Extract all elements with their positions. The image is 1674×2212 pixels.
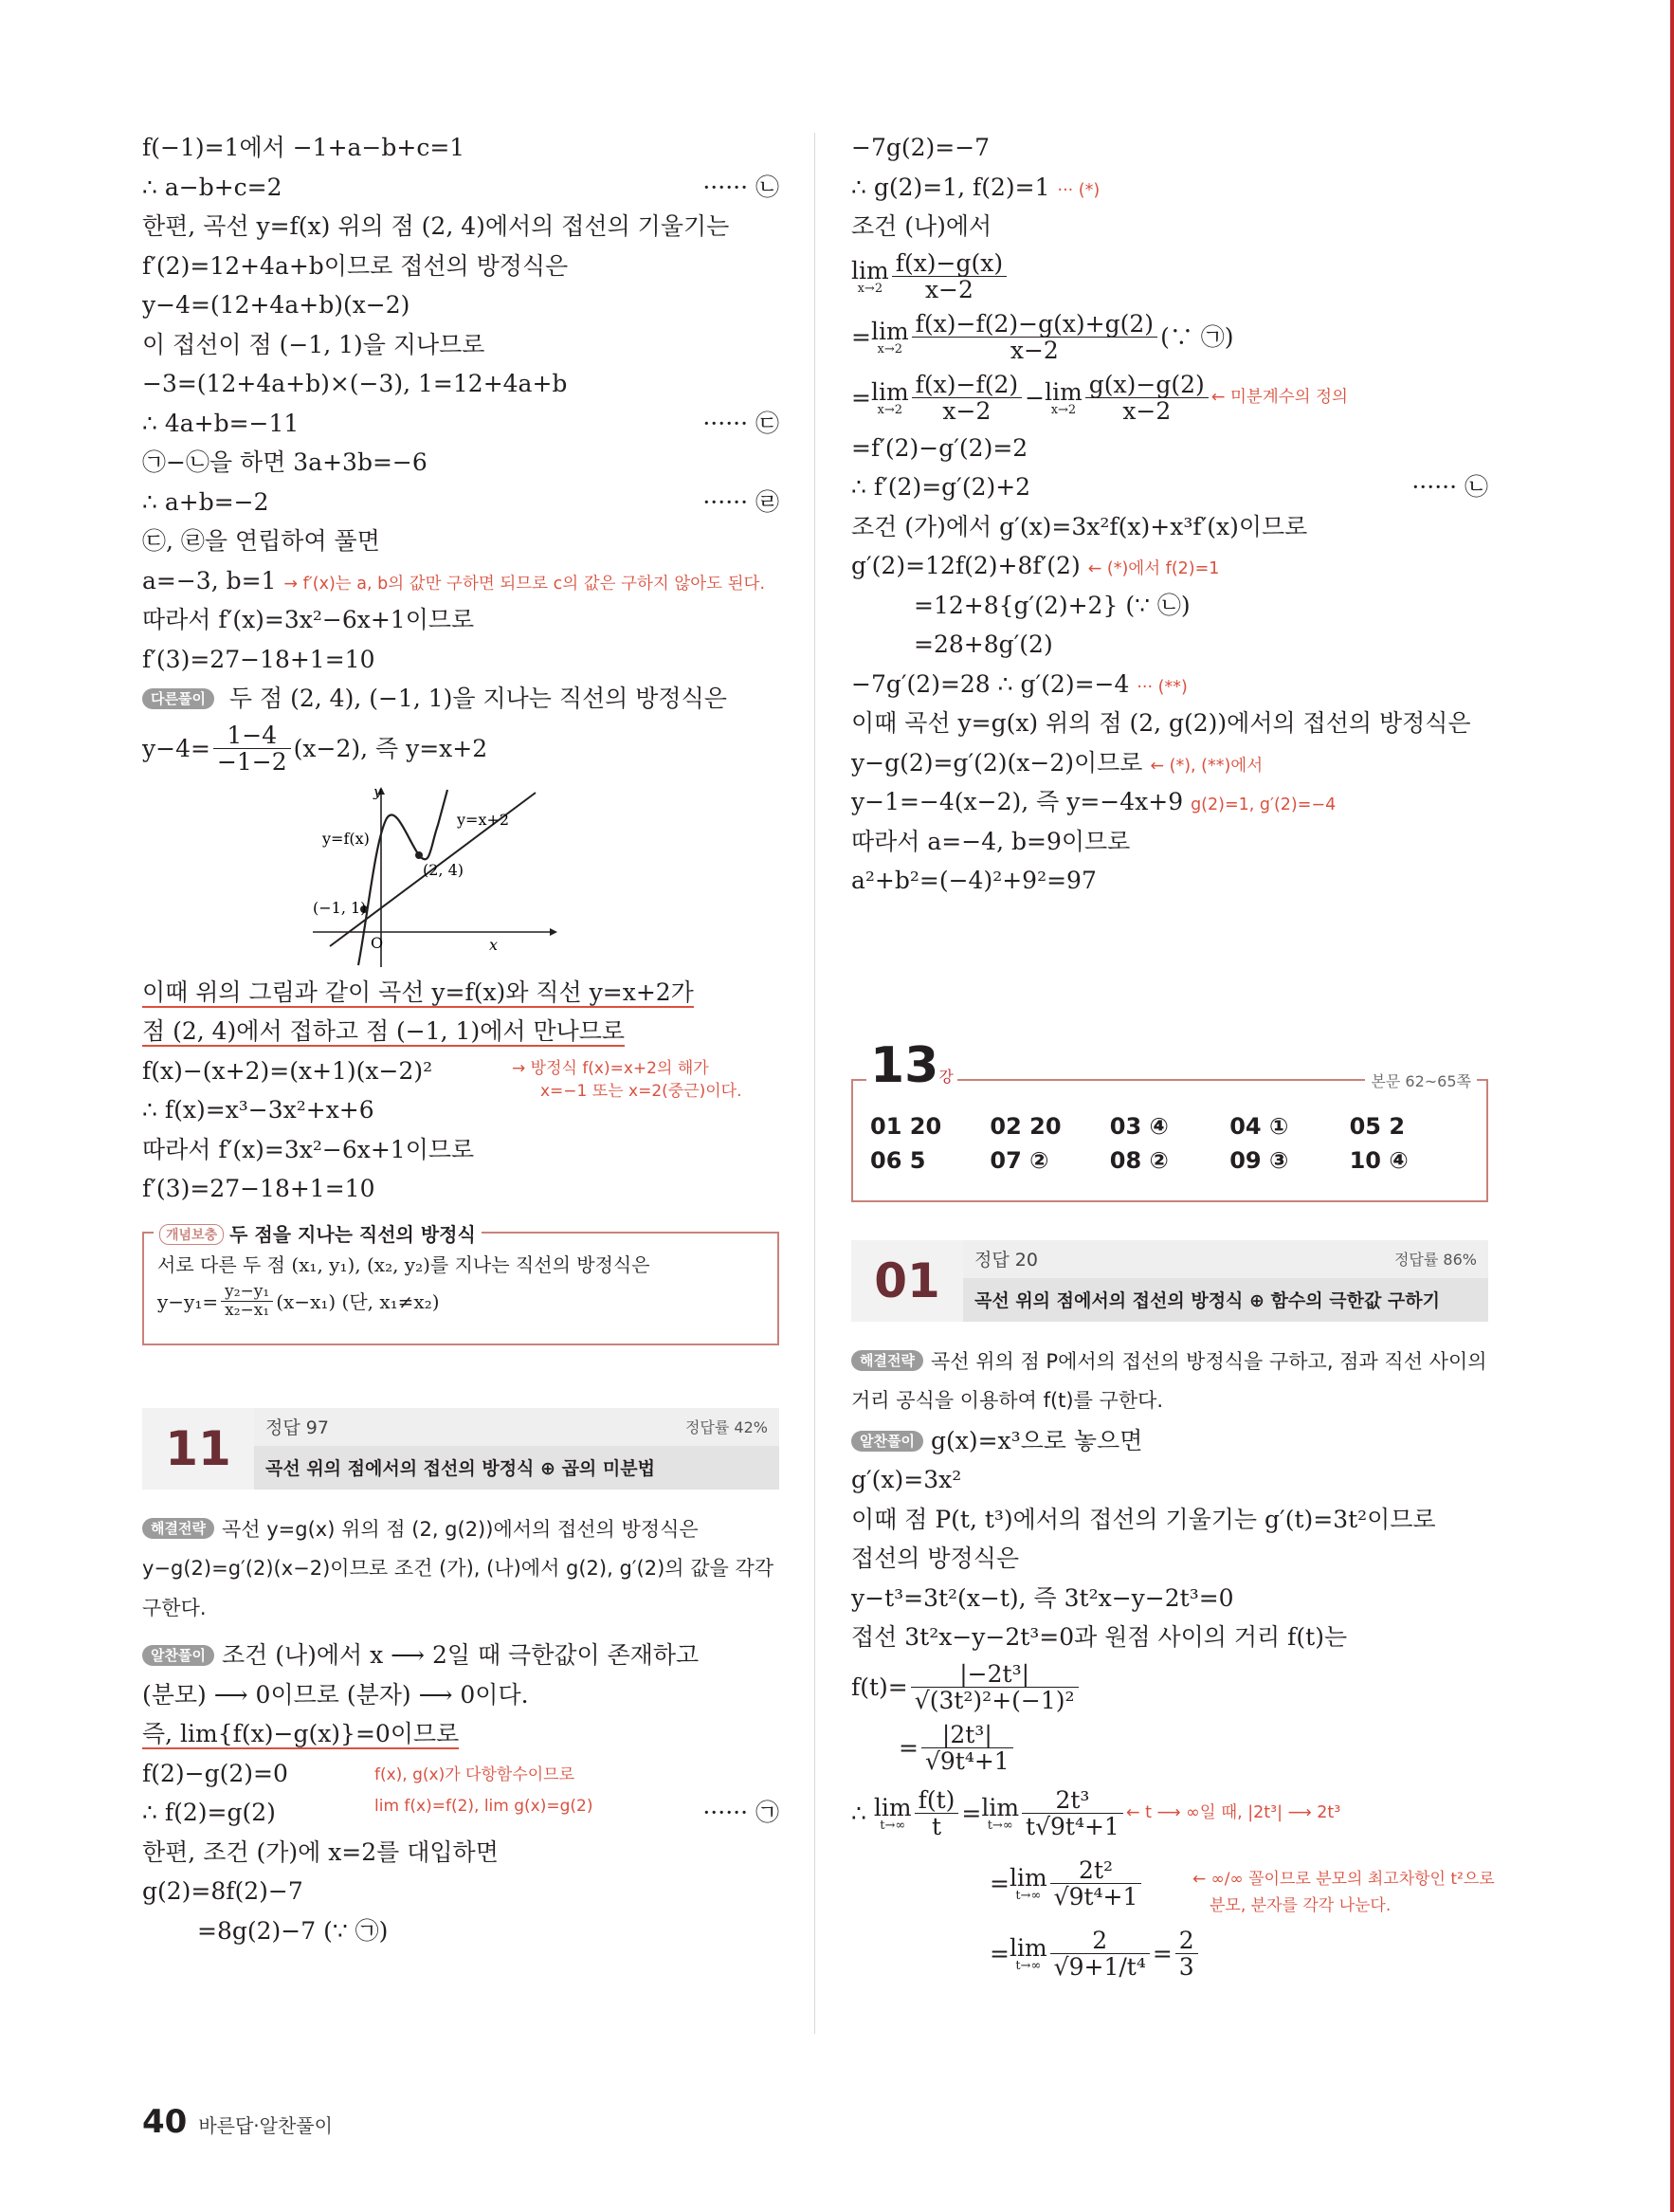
solution-line	[142, 1793, 779, 1833]
left-column	[142, 128, 779, 1950]
limit-operator: lim x→2	[870, 317, 909, 356]
equation-marker: ······ ㉢	[702, 409, 779, 437]
line-text: 구한다.	[142, 1596, 207, 1619]
line-text: ㉠−㉡을 하면 3a+3b=−6	[142, 448, 428, 476]
concept-line	[157, 1249, 766, 1281]
line-text: 접선의 방정식은	[851, 1545, 1019, 1572]
line-text: 이 접선이 점 (−1, 1)을 지나므로	[142, 330, 485, 358]
solution-line	[142, 521, 779, 561]
fraction	[1050, 1928, 1150, 1981]
ab-line	[142, 561, 779, 601]
equation-marker: ······ ㉡	[702, 173, 779, 201]
concept-badge: 개념보충	[159, 1224, 224, 1245]
denominator: x−2	[1122, 397, 1172, 425]
line-text: 한편, 조건 (가)에 x=2를 대입하면	[142, 1837, 499, 1866]
strategy-line	[851, 1381, 1488, 1421]
limit-operator: lim t→∞	[1009, 1863, 1047, 1903]
alt-solution-line	[142, 679, 779, 719]
line-text: a²+b²=(−4)²+9²=97	[851, 867, 1097, 894]
solution-line	[142, 1833, 779, 1873]
solution-line	[142, 1012, 779, 1051]
limit-line: = lim t→∞ $\frac{\text{2t²}}{\text{√9t⁴+1}}$ ← ∞/∞ 꼴이므로 분모의 최고차항인 t²으로 분모, 분자를 각각 나눈다.	[851, 1849, 1488, 1919]
line-text: (분모) ⟶ 0이므로 (분자) ⟶ 0이다.	[142, 1680, 529, 1709]
distance-line	[851, 1657, 1488, 1718]
side-note: ··· (**)	[1137, 677, 1188, 697]
line-text: f(−1)=1에서 −1+a−b+c=1	[142, 134, 465, 161]
solution-line	[142, 443, 779, 483]
solution-line	[851, 546, 1488, 586]
answer-key-box	[851, 1036, 1488, 1202]
line-text: 이때 위의 그림과 같이 곡선 y=f(x)와 직선 y=x+2가	[142, 978, 694, 1006]
limit-operator: lim x→2	[851, 256, 889, 296]
answer-item: 04 ①	[1229, 1112, 1289, 1140]
concept-box-header	[154, 1219, 482, 1247]
side-note: → f′(x)는 a, b의 값만 구하면 되므로 c의 값은 구하지 않아도 된다.	[283, 574, 766, 594]
page-footer	[142, 2103, 333, 2141]
solution-line	[851, 1421, 1488, 1461]
side-note: ← (*), (**)에서	[1150, 756, 1264, 776]
limit-line: = lim t→∞ $\frac{2}{\text{√9+1/t⁴}}$ = $\frac{2}{3}$	[851, 1919, 1488, 1989]
solution-badge: 알찬풀이	[142, 1645, 214, 1666]
solution-line	[142, 1872, 779, 1911]
right-column	[851, 128, 1495, 1989]
solution-line	[851, 507, 1488, 547]
numerator: 2t³	[1022, 1787, 1123, 1815]
line-text: 곡선 y=g(x) 위의 점 (2, g(2))에서의 접선의 방정식은	[221, 1517, 699, 1541]
line-text: 접선 3t²x−y−2t³=0과 원점 사이의 거리 f(t)는	[851, 1623, 1348, 1651]
line-text: 즉, lim{f(x)−g(x)}=0이므로	[142, 1720, 460, 1747]
limit-subscript: t→∞	[1015, 1888, 1042, 1903]
solution-line	[851, 467, 1488, 507]
function-graph	[313, 787, 559, 967]
solution-line	[851, 704, 1488, 743]
solution-line	[142, 973, 779, 1013]
solution-line	[851, 128, 1488, 168]
answer-item: 05 2	[1349, 1112, 1406, 1140]
problem-topic: 곡선 위의 점에서의 접선의 방정식 ⊕ 곱의 미분법	[254, 1446, 779, 1490]
numerator: f(x)−g(x)	[892, 250, 1007, 278]
numerator: |2t³|	[921, 1722, 1013, 1749]
line-text: g′(2)=12f(2)+8f′(2)	[851, 552, 1081, 579]
numerator: 2	[1050, 1928, 1150, 1955]
line-text: f′(3)=27−18+1=10	[142, 645, 375, 673]
limit-subscript: x→2	[1050, 402, 1077, 417]
line-text: ∴ f(x)=x³−3x²+x+6	[142, 1096, 374, 1124]
side-note: ← t ⟶ ∞일 때, |2t³| ⟶ 2t³	[1125, 1802, 1341, 1822]
line-text: =28+8g′(2)	[914, 631, 1053, 658]
line-text: g(x)=x³으로 놓으면	[930, 1426, 1143, 1454]
limit-operator: lim x→2	[1045, 377, 1083, 417]
denominator: t	[931, 1813, 941, 1840]
answer-item: 08 ②	[1109, 1146, 1169, 1174]
equation-prefix: y−y₁=	[157, 1289, 219, 1313]
concept-box	[142, 1222, 779, 1345]
solution-line	[851, 1579, 1488, 1618]
line-text: 거리 공식을 이용하여 f(t)를 구한다.	[851, 1389, 1164, 1412]
limit-operator: lim x→2	[870, 377, 909, 417]
solution-line	[851, 1500, 1488, 1540]
denominator: t√9t⁴+1	[1026, 1813, 1119, 1840]
side-note: f(x), g(x)가 다항함수이므로	[374, 1764, 575, 1784]
line-label: y=x+2	[457, 810, 510, 829]
line-text: y−g(2)=g′(2)(x−2)이므로 조건 (가), (나)에서 g(2), g′(2)의 값을 각각	[142, 1557, 774, 1580]
x-axis-label: x	[489, 935, 499, 954]
solution-line	[142, 404, 779, 444]
correct-rate: 정답률 42%	[684, 1418, 768, 1436]
denominator: x₂−x₁	[225, 1301, 270, 1320]
solution-line	[142, 247, 779, 286]
solution-line	[851, 625, 1488, 665]
limit-line: = lim x→2 $\frac{f(x)-f(2)-g(x)+g(2)}{x-2}$ (∵ ㉠)	[851, 309, 1234, 364]
solution-line	[142, 364, 779, 404]
denominator: √9t⁴+1	[1053, 1883, 1138, 1910]
fraction	[912, 372, 1022, 425]
solution-lines	[142, 128, 779, 561]
side-note: x=−1 또는 x=2(중근)이다.	[540, 1081, 742, 1101]
answer-grid	[870, 1113, 1469, 1174]
alt-solution-text: 두 점 (2, 4), (−1, 1)을 지나는 직선의 방정식은	[228, 685, 727, 712]
lecture-number	[866, 1037, 957, 1094]
fraction	[892, 250, 1007, 303]
line-text: ∴ f′(2)=g′(2)+2	[851, 473, 1031, 501]
line-text: f(x)−(x+2)=(x+1)(x−2)²	[142, 1056, 433, 1085]
side-note: g(2)=1, g′(2)=−4	[1191, 795, 1337, 814]
y-axis-label: y	[373, 786, 382, 800]
limit-subscript: t→∞	[880, 1818, 906, 1833]
solution-line	[851, 168, 1488, 208]
line-text: f(2)−g(2)=0	[142, 1759, 288, 1787]
solution-line	[851, 782, 1488, 822]
strategy-badge: 해결전략	[851, 1350, 923, 1371]
point-label: (2, 4)	[423, 860, 464, 879]
limit-line: ∴ lim t→∞ $\frac{f(t)}{t}$ = lim t→∞ $\frac{\text{2t³}}{\text{t√9t⁴+1}}$ ← t ⟶ ∞일 때, |2t³| ⟶ 2t³	[851, 1785, 1341, 1840]
solution-line	[142, 483, 779, 522]
line-text: ∴ f(2)=g(2)	[142, 1799, 276, 1826]
line-text: g′(x)=3x²	[851, 1466, 962, 1493]
denominator: √9t⁴+1	[924, 1747, 1010, 1775]
line-text: y−t³=3t²(x−t), 즉 3t²x−y−2t³=0	[851, 1583, 1234, 1612]
problem-11-header	[142, 1408, 779, 1490]
denominator: x−2	[942, 397, 992, 425]
line-text: 점 (2, 4)에서 접하고 점 (−1, 1)에서 만나므로	[142, 1017, 626, 1045]
denominator: x−2	[924, 276, 973, 303]
answer-item: 06 5	[870, 1146, 926, 1174]
fraction	[213, 722, 291, 776]
numerator: g(x)−g(2)	[1085, 372, 1209, 399]
problem-number: 01	[851, 1240, 963, 1322]
lecture-label: 13	[870, 1036, 939, 1094]
solution-line	[142, 207, 779, 247]
line-text: ∴ a+b=−2	[142, 487, 269, 516]
fraction	[1022, 1787, 1123, 1840]
solution-line	[142, 1636, 779, 1675]
denominator: √9+1/t⁴	[1053, 1953, 1146, 1981]
solution-line	[142, 168, 779, 208]
side-note: ← ∞/∞ 꼴이므로 분모의 최고차항인 t²으로	[1192, 1869, 1495, 1889]
side-note: 분모, 분자를 각각 나눈다.	[1210, 1895, 1392, 1915]
line-text: 조건 (나)에서 x ⟶ 2일 때 극한값이 존재하고	[221, 1641, 700, 1669]
solution-line	[142, 640, 779, 680]
limit-subscript: x→2	[877, 402, 903, 417]
side-note: ← 미분계수의 정의	[1210, 387, 1348, 407]
strategy-badge: 해결전략	[142, 1518, 214, 1539]
equation-marker: ······ ㉡	[1411, 473, 1488, 501]
solution-line	[142, 600, 779, 640]
line-text: ∴ a−b+c=2	[142, 173, 282, 201]
equation-suffix: (x−x₁) (단, x₁≠x₂)	[276, 1289, 440, 1313]
answer-label: 정답 20	[974, 1250, 1038, 1271]
strategy-line	[851, 1343, 1488, 1382]
book-title: 바른답·알찬풀이	[198, 2114, 333, 2137]
line-text: y−1=−4(x−2), 즉 y=−4x+9	[851, 788, 1184, 815]
solution-lines	[142, 600, 779, 679]
line-text: ∴ g(2)=1, f(2)=1	[851, 173, 1050, 201]
problem-topic: 곡선 위의 점에서의 접선의 방정식 ⊕ 함수의 극한값 구하기	[963, 1278, 1488, 1322]
numerator: 1−4	[213, 722, 291, 750]
line-text: 이때 곡선 y=g(x) 위의 점 (2, g(2))에서의 접선의 방정식은	[851, 709, 1471, 737]
answer-item: 02 20	[990, 1112, 1062, 1140]
fraction	[1050, 1857, 1142, 1910]
solution-badge: 알찬풀이	[851, 1431, 923, 1452]
line-text: −7g(2)=−7	[851, 134, 991, 161]
side-note: ← (*)에서 f(2)=1	[1087, 559, 1220, 578]
denominator: −1−2	[216, 748, 287, 776]
line-text: −3=(12+4a+b)×(−3), 1=12+4a+b	[142, 370, 568, 397]
solution-line	[851, 429, 1488, 468]
problem-number: 11	[142, 1408, 254, 1490]
equation-prefix: f(t)=	[851, 1673, 908, 1701]
fraction	[1085, 372, 1209, 425]
answer-item: 01 20	[870, 1112, 942, 1140]
equation-suffix: (x−2), 즉 y=x+2	[293, 734, 488, 762]
concept-title: 두 점을 지나는 직선의 방정식	[229, 1222, 476, 1246]
numerator: |−2t³|	[911, 1661, 1079, 1689]
solution-line	[142, 1714, 779, 1754]
fraction	[912, 311, 1157, 364]
line-text: g(2)=8f(2)−7	[142, 1877, 303, 1905]
denominator: √(3t²)²+(−1)²	[914, 1687, 1075, 1714]
side-note: → 방정식 f(x)=x+2의 해가	[512, 1058, 709, 1078]
answer-item: 03 ④	[1109, 1112, 1169, 1140]
line-text: =8g(2)−7 (∵ ㉠)	[197, 1916, 389, 1945]
solution-line	[851, 586, 1488, 626]
solution-line	[851, 665, 1488, 704]
point-label: (−1, 1)	[313, 898, 367, 917]
solution-line	[142, 1911, 779, 1951]
ab-values: a=−3, b=1	[142, 566, 277, 594]
fraction	[911, 1661, 1079, 1714]
numerator: y₂−y₁	[221, 1283, 273, 1302]
fraction	[915, 1787, 959, 1840]
line-text: f′(3)=27−18+1=10	[142, 1175, 375, 1202]
solution-line	[851, 861, 1488, 901]
page-edge-stripe	[1670, 0, 1674, 2212]
limit-operator: lim t→∞	[1009, 1933, 1047, 1973]
line-text: 조건 (가)에서 g′(x)=3x²f(x)+x³f′(x)이므로	[851, 512, 1308, 540]
side-note: lim f(x)=f(2), lim g(x)=g(2)	[374, 1797, 593, 1816]
distance-line	[851, 1718, 1488, 1779]
line-text: 조건 (나)에서	[851, 212, 992, 240]
fraction-line	[142, 719, 779, 779]
line-text: f′(2)=12+4a+b이므로 접선의 방정식은	[142, 251, 569, 280]
reason: (∵ ㉠)	[1160, 322, 1234, 351]
solution-line	[851, 743, 1488, 783]
equation-prefix: y−4=	[142, 734, 210, 762]
solution-line	[142, 1675, 779, 1715]
line-text: 따라서 f′(x)=3x²−6x+1이므로	[142, 606, 475, 633]
numerator: f(x)−f(2)−g(x)+g(2)	[912, 311, 1157, 338]
line-text: 따라서 f′(x)=3x²−6x+1이므로	[142, 1135, 475, 1163]
equation-marker: ······ ㉣	[702, 487, 779, 516]
solution-line	[851, 1618, 1488, 1657]
line-text: y−4=(12+4a+b)(x−2)	[142, 291, 410, 319]
line-text: 곡선 위의 점 P에서의 접선의 방정식을 구하고, 점과 직선 사이의	[930, 1349, 1487, 1373]
solution-line	[142, 325, 779, 365]
line-text: y−g(2)=g′(2)(x−2)이므로	[851, 748, 1143, 777]
lecture-suffix: 강	[938, 1067, 954, 1086]
concept-formula	[157, 1281, 766, 1323]
solution-line	[851, 207, 1488, 247]
limit-subscript: t→∞	[1015, 1958, 1042, 1973]
page-number: 40	[142, 2103, 188, 2141]
limit-subscript: t→∞	[987, 1818, 1013, 1833]
solution-line	[142, 1169, 779, 1209]
solution-line	[142, 1130, 779, 1170]
limit-line: = lim x→2 $\frac{f(x)-f(2)}{x-2}$ − lim x→2 $\frac{g(x)-g(2)}{x-2}$ ← 미분계수의 정의	[851, 370, 1348, 425]
numerator: f(x)−f(2)	[912, 372, 1022, 399]
limit-operator: lim t→∞	[873, 1793, 912, 1833]
line-text: 한편, 곡선 y=f(x) 위의 점 (2, 4)에서의 접선의 기울기는	[142, 212, 730, 240]
column-divider	[814, 133, 815, 2034]
side-note: ··· (*)	[1057, 180, 1101, 200]
line-text: ∴ 4a+b=−11	[142, 409, 300, 437]
answer-label: 정답 97	[265, 1417, 329, 1438]
solution-line	[851, 1460, 1488, 1500]
page-range: 본문 62~65쪽	[1365, 1069, 1477, 1091]
solution-line	[142, 285, 779, 325]
curve-label: y=f(x)	[322, 829, 370, 848]
line-text: 이때 점 P(t, t³)에서의 접선의 기울기는 g′(t)=3t²이므로	[851, 1505, 1436, 1533]
equation-marker: ······ ㉠	[702, 1799, 779, 1826]
numerator: 2t²	[1050, 1857, 1142, 1885]
alt-solution-badge: 다른풀이	[142, 688, 214, 709]
limit-operator: lim t→∞	[981, 1793, 1020, 1833]
fraction	[921, 1722, 1013, 1775]
line-text: =f′(2)−g′(2)=2	[851, 433, 1028, 462]
line-text: =12+8{g′(2)+2} (∵ ㉡)	[914, 591, 1191, 619]
x-axis-arrow	[550, 928, 557, 936]
answer-item: 09 ③	[1229, 1146, 1289, 1174]
line-text: 서로 다른 두 점 (x₁, y₁), (x₂, y₂)를 지나는 직선의 방정식은	[157, 1252, 650, 1276]
solution-line	[142, 1090, 779, 1130]
denominator: 3	[1178, 1953, 1194, 1981]
line-text: −7g′(2)=28 ∴ g′(2)=−4	[851, 669, 1130, 698]
correct-rate: 정답률 86%	[1393, 1251, 1477, 1269]
strategy-line	[142, 1549, 779, 1589]
equation-prefix: =	[899, 1733, 919, 1762]
limit-line	[851, 247, 1488, 307]
answer-item: 07 ②	[990, 1146, 1049, 1174]
solution-line	[851, 1539, 1488, 1579]
denominator: x−2	[1010, 337, 1059, 364]
solution-line	[142, 1051, 779, 1101]
limit-subscript: x→2	[857, 281, 883, 296]
strategy-line	[142, 1589, 779, 1629]
line-text: ㉢, ㉣을 연립하여 풀면	[142, 527, 380, 555]
numerator: 2	[1175, 1928, 1198, 1955]
tangent-point	[415, 851, 423, 859]
strategy-line	[142, 1510, 779, 1550]
limit-subscript: x→2	[877, 341, 903, 356]
origin-label: O	[371, 933, 384, 952]
numerator: f(t)	[915, 1787, 959, 1815]
solution-line	[851, 822, 1488, 862]
fraction	[221, 1283, 273, 1319]
fraction	[1175, 1928, 1198, 1981]
line-text: 따라서 a=−4, b=9이므로	[851, 827, 1131, 855]
solution-line	[142, 128, 779, 168]
answer-item: 10 ④	[1349, 1146, 1409, 1174]
problem-01-header	[851, 1240, 1488, 1322]
